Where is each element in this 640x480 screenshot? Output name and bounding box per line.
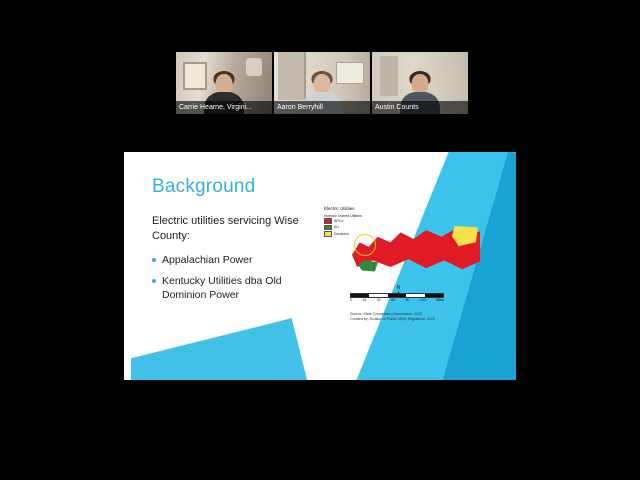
map-title: Electric Utilities	[324, 206, 355, 211]
participant-name-label: Carrie Hearne, Virgini...	[176, 101, 272, 114]
map-source-line: Created by: Division of Public Utility Regulation, 2020	[350, 317, 435, 321]
map-legend-title: Investor Owned Utilities	[324, 214, 362, 218]
list-item: Kentucky Utilities dba Old Dominion Power	[152, 274, 312, 302]
slide-bullet-list	[152, 253, 312, 302]
scale-bar-graphic	[350, 293, 444, 298]
scale-bar-ticks	[350, 298, 444, 302]
list-item: Appalachian Power	[152, 253, 312, 267]
slide-decor-wedge	[124, 318, 330, 380]
head-shape	[216, 74, 233, 94]
participant-name-label: Austin Counts	[372, 101, 468, 114]
slide-title: Background	[152, 176, 256, 197]
participant-video-strip	[176, 52, 468, 114]
legend-swatch-icon	[324, 231, 332, 237]
head-shape	[314, 74, 331, 94]
wise-county-highlight-circle	[354, 234, 376, 256]
legend-label: KU	[334, 225, 339, 230]
electric-utilities-map	[324, 206, 484, 324]
lamp-decor	[246, 58, 262, 76]
scale-tick: 0	[350, 298, 352, 302]
legend-label: Dominion	[334, 231, 350, 236]
legend-label: APCo	[334, 218, 344, 223]
slide-body	[152, 214, 312, 309]
map-scale-bar	[350, 293, 444, 303]
participant-name-label: Aaron Berryhill	[274, 101, 370, 114]
scale-tick: 60	[391, 298, 395, 302]
slide-lead-text: Electric utilities servicing Wise County:	[152, 215, 299, 242]
legend-swatch-icon	[324, 225, 332, 231]
map-source-line: Source: State Corporation Commission, 2020	[350, 312, 423, 316]
legend-swatch-icon	[324, 218, 332, 224]
participant-tile[interactable]	[176, 52, 272, 114]
participant-tile[interactable]	[274, 52, 370, 114]
scale-tick: 15	[362, 298, 367, 302]
head-shape	[412, 74, 429, 94]
scale-units: Miles	[436, 298, 444, 302]
map-source-note	[350, 312, 435, 322]
scale-tick: 90	[405, 298, 410, 302]
shared-slide[interactable]	[124, 152, 516, 380]
participant-tile[interactable]	[372, 52, 468, 114]
north-label: N	[396, 285, 401, 291]
scale-tick: 30	[376, 298, 381, 302]
scale-tick: 120	[419, 298, 426, 302]
wall-panel-decor	[380, 56, 398, 96]
virginia-state-shape	[352, 220, 480, 276]
slide-left-margin	[124, 152, 131, 380]
